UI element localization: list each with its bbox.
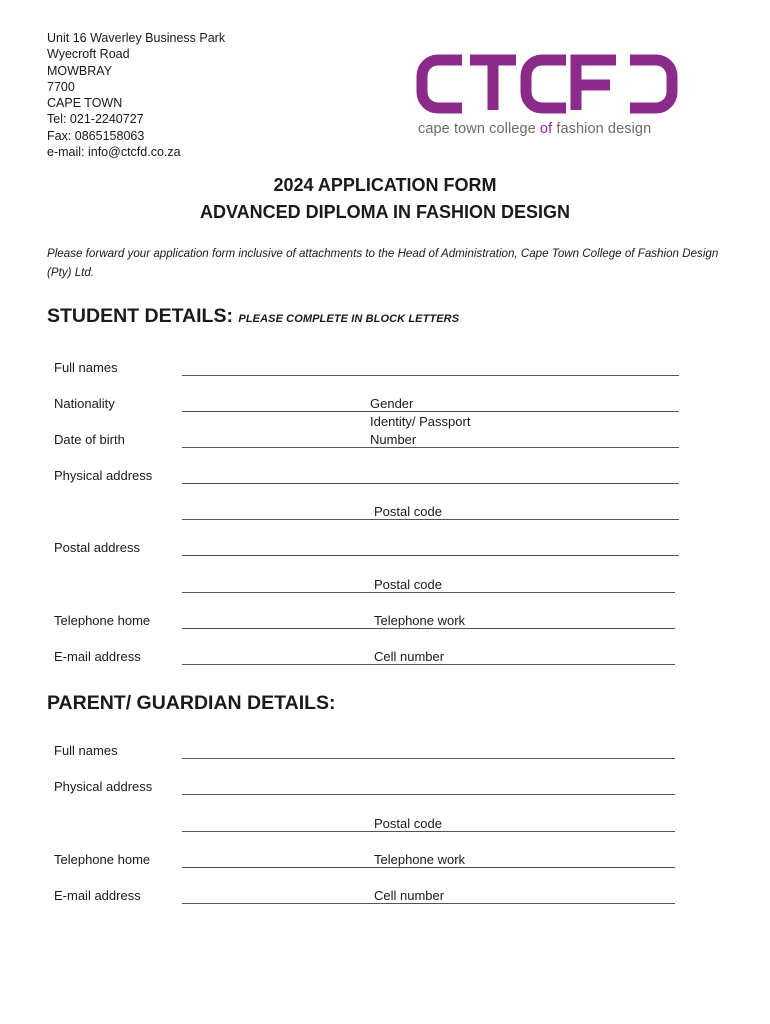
address-line: MOWBRAY bbox=[47, 63, 113, 78]
cell-number-label: Cell number bbox=[374, 649, 445, 664]
nationality-gender-field[interactable] bbox=[182, 411, 679, 412]
parent-full-names-field[interactable] bbox=[182, 758, 675, 759]
parent-telephone-work-label: Telephone work bbox=[374, 852, 466, 867]
ctcfd-logo-mark bbox=[416, 52, 684, 118]
gender-label: Gender bbox=[370, 396, 414, 411]
fax: Fax: 0865158063 bbox=[47, 128, 145, 143]
address-line: CAPE TOWN bbox=[47, 96, 123, 111]
parent-full-names-label: Full names bbox=[54, 743, 118, 758]
college-address bbox=[47, 30, 225, 160]
parent-details-heading: PARENT/ GUARDIAN DETAILS: bbox=[47, 692, 336, 714]
postal-code-label: Postal code bbox=[374, 577, 442, 592]
telephone-home-label: Telephone home bbox=[54, 613, 151, 628]
postal-code-label: Postal code bbox=[374, 504, 442, 519]
id-number-label: Number bbox=[370, 432, 417, 447]
telephone-field[interactable] bbox=[182, 628, 675, 629]
physical-address-field[interactable] bbox=[182, 483, 679, 484]
nationality-label: Nationality bbox=[54, 396, 115, 411]
full-names-field[interactable] bbox=[182, 375, 679, 376]
parent-email-address-label: E-mail address bbox=[54, 888, 141, 903]
physical-address-field-2[interactable] bbox=[182, 519, 679, 520]
email-address-label: E-mail address bbox=[54, 649, 141, 664]
intro-text: Please forward your application form inclusive of attachments to the Head of Administration, Cape Town College of Fashion Design (Pty) Ltd. bbox=[47, 247, 719, 279]
dob-label: Date of birth bbox=[54, 432, 125, 447]
form-subtitle: ADVANCED DIPLOMA IN FASHION DESIGN bbox=[199, 202, 571, 222]
postal-address-field[interactable] bbox=[182, 555, 679, 556]
telephone: Tel: 021-2240727 bbox=[47, 112, 144, 127]
parent-cell-number-label: Cell number bbox=[374, 888, 445, 903]
physical-address-label: Physical address bbox=[54, 468, 153, 483]
logo-tagline: cape town college of fashion design bbox=[418, 121, 652, 137]
parent-physical-address-label: Physical address bbox=[54, 779, 153, 794]
address-line: Unit 16 Waverley Business Park bbox=[47, 31, 226, 45]
parent-postal-code-label: Postal code bbox=[374, 816, 442, 831]
form-title: 2024 APPLICATION FORM bbox=[273, 175, 497, 195]
parent-physical-address-field-2[interactable] bbox=[182, 831, 675, 832]
postal-address-label: Postal address bbox=[54, 540, 140, 555]
address-line: Wyecroft Road bbox=[47, 47, 130, 62]
email-cell-field[interactable] bbox=[182, 664, 675, 665]
postal-address-field-2[interactable] bbox=[182, 592, 675, 593]
email: e-mail: info@ctcfd.co.za bbox=[47, 145, 181, 160]
parent-telephone-field[interactable] bbox=[182, 867, 675, 868]
dob-id-field[interactable] bbox=[182, 447, 679, 448]
id-passport-label: Identity/ Passport bbox=[370, 414, 471, 429]
address-line: 7700 bbox=[47, 79, 75, 94]
telephone-work-label: Telephone work bbox=[374, 613, 466, 628]
full-names-label: Full names bbox=[54, 360, 118, 375]
student-details-heading: STUDENT DETAILS: PLEASE COMPLETE IN BLOCK LETTERS bbox=[47, 305, 460, 327]
parent-telephone-home-label: Telephone home bbox=[54, 852, 151, 867]
college-logo bbox=[416, 50, 684, 142]
parent-physical-address-field[interactable] bbox=[182, 794, 675, 795]
parent-email-cell-field[interactable] bbox=[182, 903, 675, 904]
